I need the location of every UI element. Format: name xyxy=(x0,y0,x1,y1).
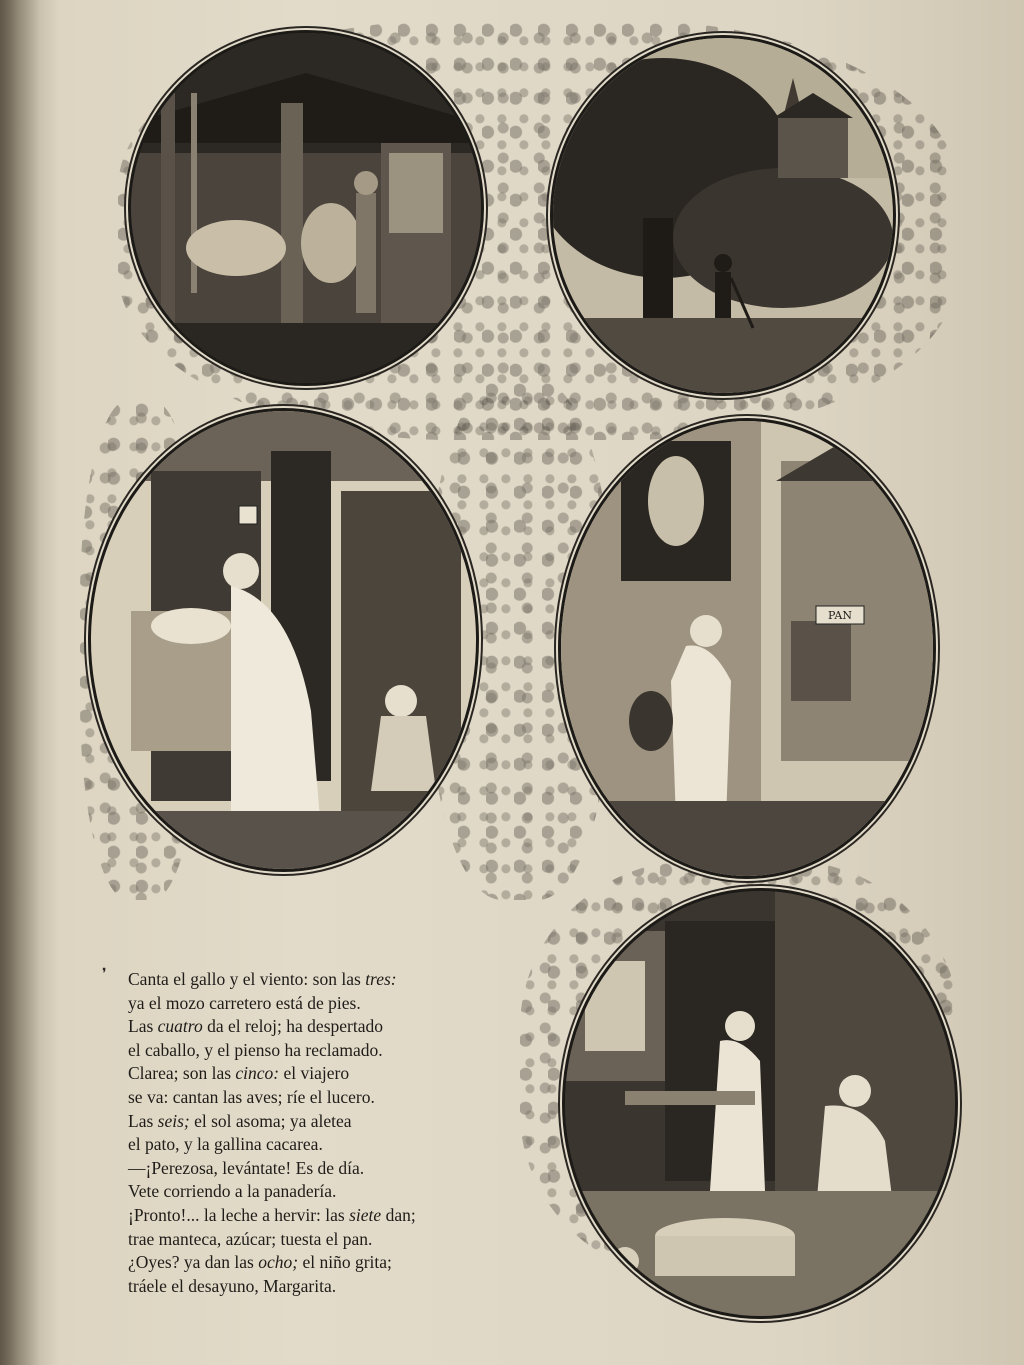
bedroom-scene-icon xyxy=(91,411,476,869)
poem-segment: ya el mozo carretero está de pies. xyxy=(128,992,361,1013)
street-scene-icon xyxy=(561,421,933,876)
traveler-scene-icon xyxy=(553,38,893,393)
poem-segment: Las xyxy=(128,1016,158,1037)
poem-segment: el niño grita; xyxy=(298,1252,392,1273)
poem-line xyxy=(128,1275,528,1299)
poem-segment: dan; xyxy=(381,1204,416,1225)
poem-line xyxy=(128,1228,528,1252)
illustration-traveler xyxy=(550,35,896,396)
poem-segment: Las xyxy=(128,1110,158,1131)
poem-segment: Clarea; son las xyxy=(128,1063,236,1084)
stable-scene-icon xyxy=(131,33,481,383)
poem-line xyxy=(128,1157,528,1181)
marginal-mark: ❜ xyxy=(102,966,107,982)
illustration-street xyxy=(558,418,936,879)
poem-segment: el viajero xyxy=(279,1063,350,1084)
poem-line xyxy=(128,992,528,1016)
poem-segment: siete xyxy=(349,1204,382,1225)
poem-segment: tráele el desayuno, Margarita. xyxy=(128,1275,337,1296)
poem-text xyxy=(128,968,528,1298)
poem-line xyxy=(128,1251,528,1275)
poem-line xyxy=(128,1180,528,1204)
poem-segment: trae manteca, azúcar; tuesta el pan. xyxy=(128,1228,373,1249)
illustration-stable xyxy=(128,30,484,386)
poem-line xyxy=(128,1086,528,1110)
poem-line xyxy=(128,1039,528,1063)
poem-segment: el caballo, y el pienso ha reclamado. xyxy=(128,1039,383,1060)
poem-segment: tres: xyxy=(365,969,397,989)
poem-line xyxy=(128,968,528,992)
poem-line xyxy=(128,1062,528,1086)
poem-line xyxy=(128,1110,528,1134)
page-gutter xyxy=(0,0,40,1365)
poem-segment: —¡Perezosa, levántate! Es de día. xyxy=(128,1157,365,1178)
kitchen-scene-icon xyxy=(565,891,955,1316)
poem-segment: cinco: xyxy=(235,1063,280,1084)
poem-segment: seis; xyxy=(157,1110,190,1131)
poem-segment: da el reloj; ha despertado xyxy=(202,1016,383,1037)
poem-segment: se va: cantan las aves; ríe el lucero. xyxy=(128,1086,375,1107)
poem-segment: cuatro xyxy=(157,1016,203,1037)
poem-segment: ocho; xyxy=(258,1252,299,1273)
shop-sign-text: PAN xyxy=(828,609,852,622)
poem-segment: el sol asoma; ya aletea xyxy=(189,1110,352,1131)
poem-segment: ¡Pronto!... la leche a hervir: las xyxy=(128,1204,350,1225)
poem-segment: Canta el gallo y el viento: son las xyxy=(128,969,366,989)
illustration-bedroom xyxy=(88,408,479,872)
poem-segment: ¿Oyes? ya dan las xyxy=(128,1252,259,1273)
poem-line xyxy=(128,1015,528,1039)
poem-line xyxy=(128,1133,528,1157)
illustration-kitchen xyxy=(562,888,958,1319)
poem-segment: Vete corriendo a la panadería. xyxy=(128,1181,337,1202)
poem-line xyxy=(128,1204,528,1228)
poem-segment: el pato, y la gallina cacarea. xyxy=(128,1134,323,1155)
